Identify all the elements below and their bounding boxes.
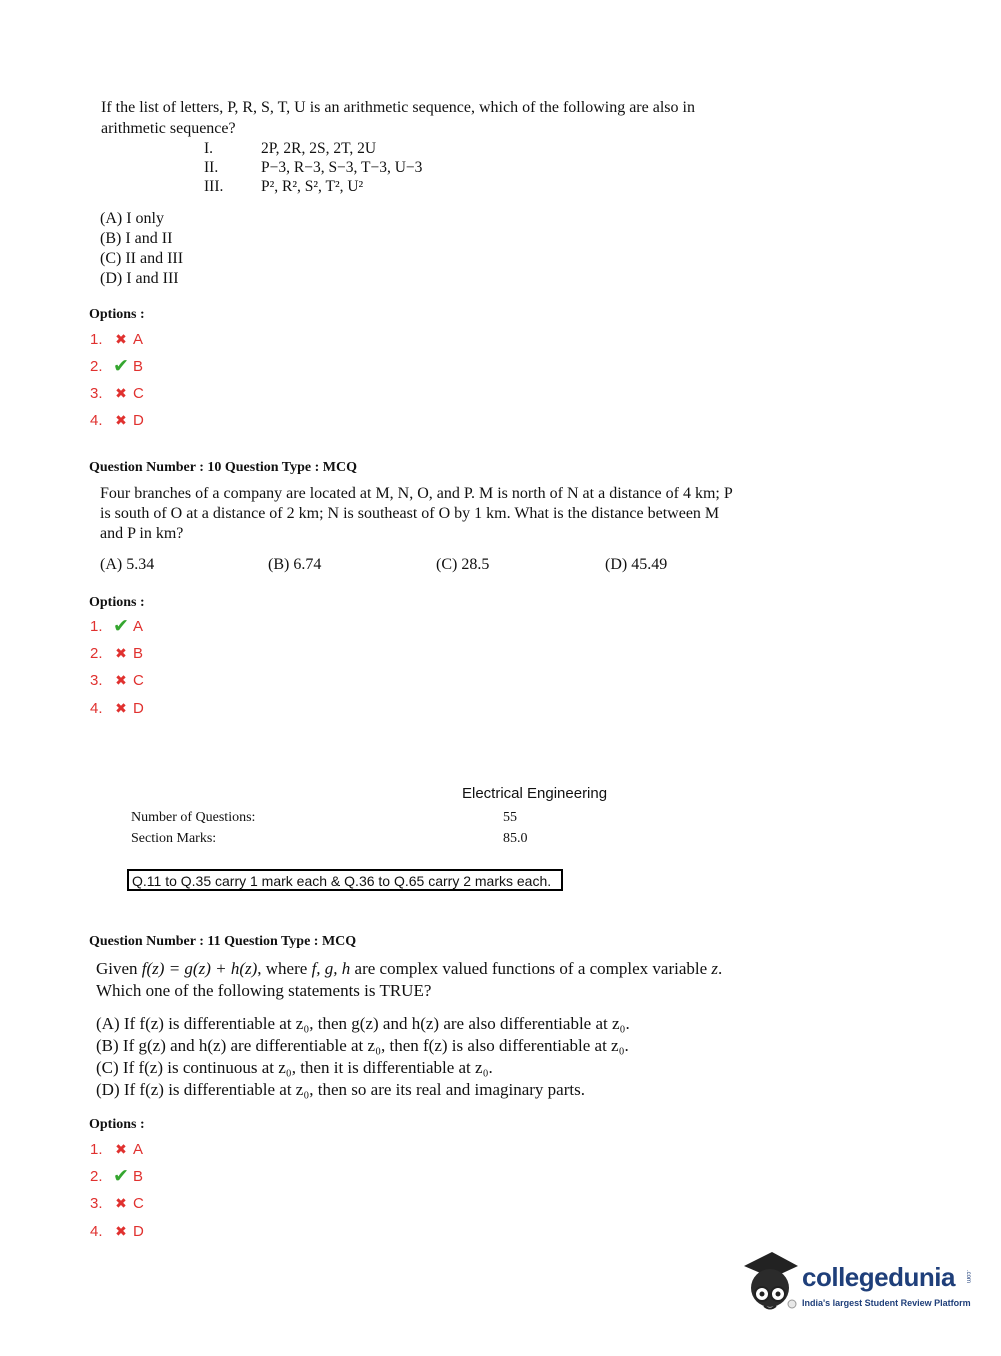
option-number: 2. xyxy=(90,357,103,375)
option-letter: B xyxy=(133,1167,144,1185)
cross-icon: ✖ xyxy=(115,1222,127,1239)
brand-suffix: .com xyxy=(965,1270,971,1284)
q10-stem-line2: is south of O at a distance of 2 km; N is southeast of O by 1 km. What is the distance between M xyxy=(100,505,720,522)
option-number: 4. xyxy=(90,411,103,429)
option-number: 1. xyxy=(90,330,103,348)
option-letter: A xyxy=(133,1140,144,1158)
option-letter: C xyxy=(133,384,144,402)
option-letter: B xyxy=(133,357,144,375)
q9-item-text: 2P, 2R, 2S, 2T, 2U xyxy=(261,140,377,157)
cross-icon: ✖ xyxy=(115,330,127,347)
option-row[interactable] xyxy=(90,410,144,430)
option-row[interactable] xyxy=(90,1221,144,1241)
check-icon: ✔ xyxy=(113,355,129,377)
q11-stem-pre: Given xyxy=(96,959,142,978)
cross-icon: ✖ xyxy=(115,699,127,716)
q10-choice: (C) 28.5 xyxy=(436,556,490,573)
option-letter: D xyxy=(133,699,144,717)
cross-icon: ✖ xyxy=(115,671,127,688)
option-letter: A xyxy=(133,330,144,348)
brand-name: collegedunia xyxy=(802,1262,955,1292)
option-letter: C xyxy=(133,1194,144,1212)
option-row[interactable] xyxy=(90,356,143,376)
cross-icon: ✖ xyxy=(115,411,127,428)
brand-tagline: India's largest Student Review Platform xyxy=(802,1298,971,1308)
q11-options-label: Options : xyxy=(89,1117,145,1132)
option-number: 3. xyxy=(90,671,103,689)
q10-choice: (A) 5.34 xyxy=(100,556,155,573)
q11-stem-math: f(z) = g(z) + h(z) xyxy=(141,959,258,978)
q10-header: Question Number : 10 Question Type : MCQ xyxy=(89,460,357,475)
section-marks-label: Section Marks: xyxy=(131,831,217,846)
q11-stem-vars: f, g, h xyxy=(311,959,351,978)
option-letter: D xyxy=(133,1222,144,1240)
q9-choice: (B) I and II xyxy=(100,230,173,247)
q11-stem-z: z xyxy=(711,959,719,978)
num-questions-value: 55 xyxy=(503,810,517,825)
q10-choice: (B) 6.74 xyxy=(268,556,322,573)
q9-item-num: III. xyxy=(204,178,224,195)
option-row[interactable] xyxy=(90,1193,144,1213)
cross-icon: ✖ xyxy=(115,1194,127,1211)
option-number: 1. xyxy=(90,617,103,635)
section-marks-value: 85.0 xyxy=(503,831,528,846)
q9-stem-line2: arithmetic sequence? xyxy=(101,120,236,137)
option-number: 2. xyxy=(90,1167,103,1185)
option-row[interactable] xyxy=(90,1166,143,1186)
option-number: 3. xyxy=(90,384,103,402)
cross-icon: ✖ xyxy=(115,384,127,401)
q11-stem-line1: Given f(z) = g(z) + h(z), where f, g, h are complex valued functions of a complex variable z. xyxy=(96,959,723,978)
option-row[interactable] xyxy=(90,383,144,403)
option-letter: B xyxy=(133,644,144,662)
q10-options-label: Options : xyxy=(89,595,145,610)
q10-stem-line3: and P in km? xyxy=(100,525,184,542)
option-number: 1. xyxy=(90,1140,103,1158)
q9-item-num: II. xyxy=(204,159,219,176)
option-number: 4. xyxy=(90,1222,103,1240)
q9-stem-line1: If the list of letters, P, R, S, T, U is an arithmetic sequence, which of the following are also in xyxy=(101,99,695,116)
option-letter: C xyxy=(133,671,144,689)
num-questions-label: Number of Questions: xyxy=(131,810,256,825)
q11-choice-a: (A) If f(z) is differentiable at z₀, then g(z) and h(z) are also differentiable at z₀. xyxy=(96,1014,630,1033)
cross-icon: ✖ xyxy=(115,644,127,661)
q9-choice: (D) I and III xyxy=(100,270,179,287)
q10-choice: (D) 45.49 xyxy=(605,556,668,573)
section-title: Electrical Engineering xyxy=(462,785,608,802)
mascot-icon xyxy=(740,1248,800,1318)
q11-header: Question Number : 11 Question Type : MCQ xyxy=(89,934,357,949)
q11-stem-line2: Which one of the following statements is TRUE? xyxy=(96,981,432,1000)
option-number: 4. xyxy=(90,699,103,717)
option-row[interactable] xyxy=(90,1139,143,1159)
q9-choice: (A) I only xyxy=(100,210,164,227)
q10-stem-line1: Four branches of a company are located at M, N, O, and P. M is north of N at a distance of 4 km; P xyxy=(100,485,733,502)
option-row[interactable] xyxy=(90,643,143,663)
q11-choice-b: (B) If g(z) and h(z) are differentiable at z₀, then f(z) is also differentiable at z₀. xyxy=(96,1036,629,1055)
q11-stem-mid: , where xyxy=(257,959,312,978)
cross-icon: ✖ xyxy=(115,1140,127,1157)
q9-options-label: Options : xyxy=(89,307,145,322)
option-row[interactable] xyxy=(90,616,143,636)
option-row[interactable] xyxy=(90,329,143,349)
marks-notice: Q.11 to Q.35 carry 1 mark each & Q.36 to Q.65 carry 2 marks each. xyxy=(127,869,563,891)
q11-choice-d: (D) If f(z) is differentiable at z₀, then so are its real and imaginary parts. xyxy=(96,1080,585,1099)
q9-item-num: I. xyxy=(204,140,214,157)
collegedunia-logo[interactable] xyxy=(740,1248,980,1320)
q9-item-text: P−3, R−3, S−3, T−3, U−3 xyxy=(261,159,423,176)
q11-choice-c: (C) If f(z) is continuous at z₀, then it is differentiable at z₀. xyxy=(96,1058,493,1077)
option-letter: D xyxy=(133,411,144,429)
q11-stem-post: are complex valued functions of a complex variable xyxy=(350,959,712,978)
option-row[interactable] xyxy=(90,670,144,690)
option-number: 3. xyxy=(90,1194,103,1212)
option-row[interactable] xyxy=(90,698,144,718)
option-letter: A xyxy=(133,617,144,635)
q9-item-text: P², R², S², T², U² xyxy=(261,178,364,195)
q9-choice: (C) II and III xyxy=(100,250,184,267)
check-icon: ✔ xyxy=(113,615,129,637)
check-icon: ✔ xyxy=(113,1165,129,1187)
option-number: 2. xyxy=(90,644,103,662)
